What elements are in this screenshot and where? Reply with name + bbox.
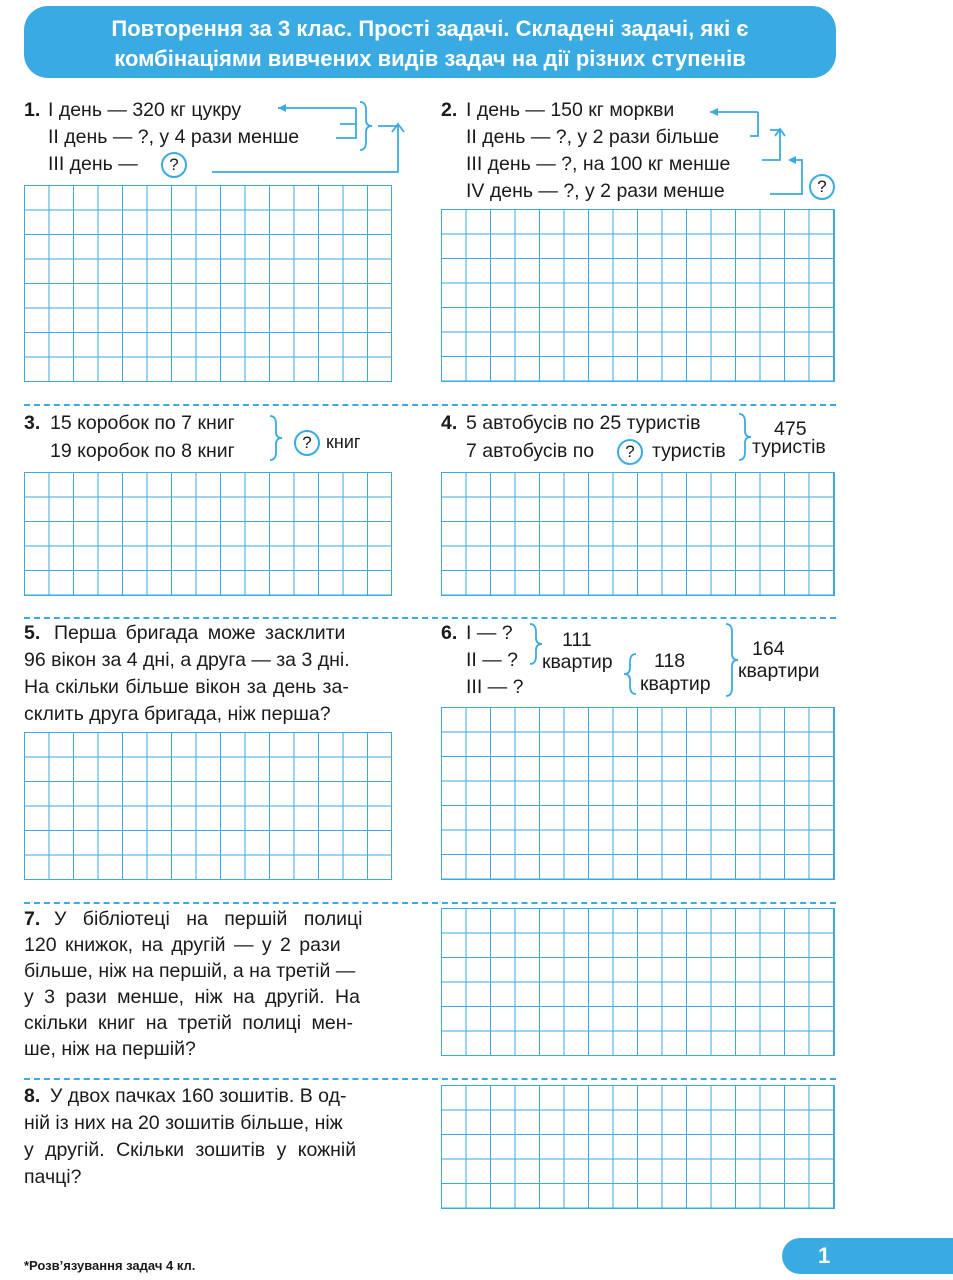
page-number: 1 [818, 1243, 831, 1268]
condition-line: Перша бригада може засклити [54, 622, 346, 644]
arrows-brace-diagram [700, 100, 810, 204]
condition-line: На скільки більше вікон за день за- [24, 676, 349, 698]
problem-number: 2. [441, 99, 458, 121]
brace [266, 414, 290, 464]
answer-grid[interactable] [24, 472, 392, 596]
condition-line: у 3 рази менше, ніж на другій. На [24, 986, 360, 1008]
page-number-tab [782, 1238, 953, 1274]
condition-line: склить друга бригада, ніж перша? [24, 703, 331, 725]
page-title-line-2: комбінаціями вивчених видів задач на дії різних ступенів [114, 46, 746, 71]
condition-line: ній із них на 20 зошитів більше, ніж [24, 1112, 343, 1134]
section-divider [24, 404, 836, 406]
condition-line: ІІІ — ? [466, 676, 524, 698]
condition-line: ше, ніж на першій? [24, 1038, 196, 1060]
condition-line: ІV день — ?, у 2 рази менше [466, 180, 725, 202]
answer-grid[interactable] [24, 732, 392, 880]
condition-line: ІІІ день — [48, 153, 138, 175]
condition-line: ІІ день — ?, у 2 рази більше [466, 126, 720, 148]
condition-line: І день — 320 кг цукру [48, 99, 242, 121]
problem-number: 8. [24, 1085, 41, 1107]
condition-line: І — ? [466, 622, 513, 644]
answer-grid[interactable] [441, 1085, 835, 1209]
problem-number: 1. [24, 99, 41, 121]
question-circle: ? [809, 174, 835, 200]
question-circle: ? [161, 152, 187, 178]
arrows-brace-diagram [270, 96, 410, 176]
answer-grid[interactable] [441, 472, 835, 596]
sum-unit: квартир [640, 673, 711, 695]
answer-grid[interactable] [441, 209, 835, 382]
condition-line: 19 коробок по 8 книг [50, 440, 235, 462]
page-title-line-1: Повторення за 3 клас. Прості задачі. Складені задачі, які є [111, 16, 749, 41]
problem-number: 5. [24, 622, 41, 644]
title-banner [24, 6, 836, 78]
answer-grid[interactable] [24, 185, 392, 382]
condition-line: ІІІ день — ?, на 100 кг менше [466, 153, 731, 175]
question-circle: ? [294, 430, 320, 456]
problem-number: 4. [441, 412, 458, 434]
condition-line: У бібліотеці на першій полиці [54, 908, 363, 930]
condition-line: ІІ день — ?, у 4 рази менше [48, 126, 300, 148]
condition-line: пачці? [24, 1166, 82, 1188]
section-divider [24, 902, 836, 904]
total-unit: туристів [752, 436, 826, 458]
condition-line: скільки книг на третій полиці мен- [24, 1012, 353, 1034]
answer-unit: книг [326, 432, 361, 452]
total-value: 475 [774, 418, 807, 440]
section-divider [24, 1078, 836, 1080]
condition-line: ІІ — ? [466, 649, 519, 671]
sum-value: 111 [562, 629, 592, 651]
condition-line: У двох пачках 160 зошитів. В од- [50, 1085, 347, 1107]
condition-line: 15 коробок по 7 книг [50, 412, 235, 434]
answer-grid[interactable] [441, 908, 835, 1056]
total-value: 164 [752, 638, 785, 660]
condition-line: у другій. Скільки зошитів у кожній [24, 1139, 357, 1161]
problem-number: 7. [24, 908, 41, 930]
answer-grid[interactable] [441, 707, 835, 880]
footnote: *Розв’язування задач 4 кл. [24, 1258, 196, 1273]
condition-line: І день — 150 кг моркви [466, 99, 675, 121]
condition-line: 7 автобусів по [466, 440, 595, 462]
section-divider [24, 617, 836, 619]
problem-number: 6. [441, 622, 458, 644]
sum-unit: квартир [542, 651, 613, 673]
sum-value: 118 [654, 650, 686, 672]
condition-line: більше, ніж на першій, а на третій — [24, 960, 356, 982]
condition-line: 5 автобусів по 25 туристів [466, 412, 701, 434]
condition-line: 96 вікон за 4 дні, а друга — за 3 дні. [24, 649, 350, 671]
problem-number: 3. [24, 412, 41, 434]
condition-line: туристів [652, 440, 726, 462]
total-unit: квартири [738, 660, 820, 682]
question-circle: ? [617, 439, 643, 465]
condition-line: 120 книжок, на другій — у 2 рази [24, 934, 341, 956]
